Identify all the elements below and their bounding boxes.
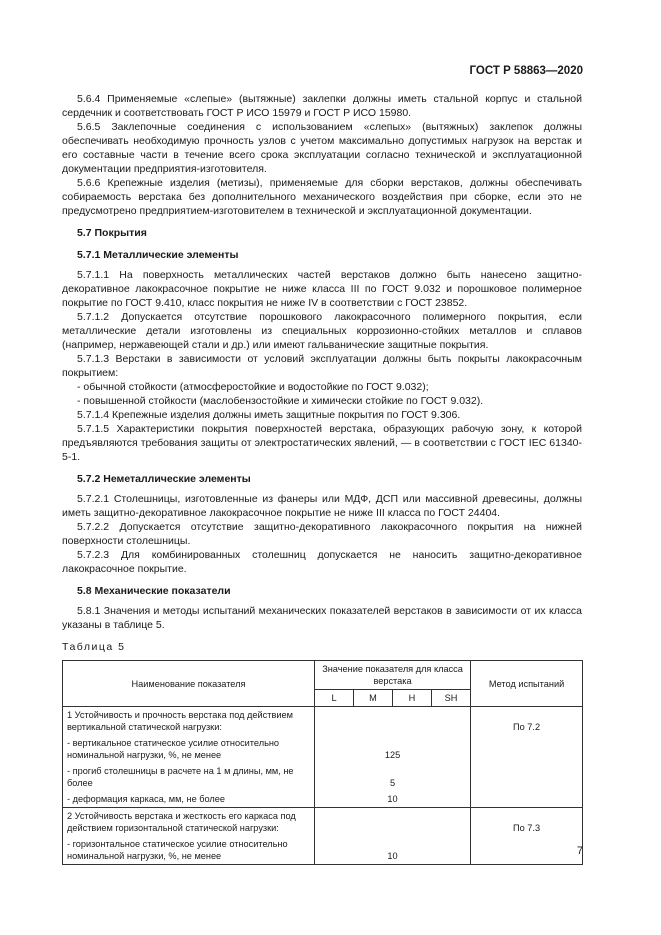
clause-5-7-1-1: 5.7.1.1 На поверхность металлических частей верстаков должно быть нанесено защитно-декоративное лакокрасочное покрытие не ниже класса III по ГОСТ 9.032 и порошковое полимерное покрытие по ГОСТ 9.410, класс покрытия не ниже IV в соответствии с ГОСТ 23852. [62,269,582,309]
row-name: 2 Устойчивость верстака и жесткость его каркаса под действием горизонтальной статической нагрузки: [63,808,315,837]
column-header-name: Наименование показателя [63,661,315,707]
row-name: - горизонтальное статическое усилие относительно номинальной нагрузки, %, не менее [63,836,315,865]
table-row [63,836,583,865]
table-row [63,763,583,791]
clause-5-6-5: 5.6.5 Заклепочные соединения с использованием «слепых» (вытяжных) заклепок должны обеспечивать необходимую прочность узлов с учетом максимально допустимых нагрузок на верстак и его составные части в течение всего срока эксплуатации согласно технической и эксплуатационной документации предприятия-изготовителя. [62,121,582,175]
row-method [471,763,583,791]
document-code: ГОСТ Р 58863—2020 [469,65,583,77]
section-heading-5-8: 5.8 Механические показатели [77,585,231,597]
row-value: 5 [315,763,471,791]
row-method: По 7.2 [471,707,583,736]
clause-5-6-4: 5.6.4 Применяемые «слепые» (вытяжные) заклепки должны иметь стальной корпус и стальной сердечник и соответствовать ГОСТ Р ИСО 15979 и ГОСТ Р ИСО 15980. [62,93,582,119]
row-name: - прогиб столешницы в расчете на 1 м длины, мм, не более [63,763,315,791]
row-value: 10 [315,791,471,808]
column-header-value: Значение показателя для класса верстака [315,661,471,690]
page-content [62,92,582,865]
table-row [63,791,583,808]
list-item: - повышенной стойкости (маслобензостойкие и химически стойкие по ГОСТ 9.032). [77,395,484,407]
row-value: 10 [315,836,471,865]
clause-5-7-1-4: 5.7.1.4 Крепежные изделия должны иметь защитные покрытия по ГОСТ 9.306. [77,409,461,421]
clause-5-8-1: 5.8.1 Значения и методы испытаний механических показателей верстаков в зависимости от их класса указаны в таблице 5. [62,605,582,631]
row-name: - вертикальное статическое усилие относительно номинальной нагрузки, %, не менее [63,735,315,763]
section-heading-5-7-2: 5.7.2 Неметаллические элементы [77,473,251,485]
clause-5-7-2-3: 5.7.2.3 Для комбинированных столешниц допускается не наносить защитно-декоративное лакокрасочное покрытие. [62,549,582,575]
page-number: 7 [576,845,583,857]
class-header: L [315,690,354,707]
list-item: - обычной стойкости (атмосферостойкие и водостойкие по ГОСТ 9.032); [77,381,429,393]
row-name: 1 Устойчивость и прочность верстака под действием вертикальной статической нагрузки: [63,707,315,736]
row-value [315,707,471,736]
row-value [315,808,471,837]
section-heading-5-7-1: 5.7.1 Металлические элементы [77,249,239,261]
table-caption: Таблица 5 [62,641,126,653]
row-name: - деформация каркаса, мм, не более [63,791,315,808]
row-method [471,735,583,763]
class-header: M [354,690,393,707]
class-header: H [393,690,432,707]
table-5 [62,660,583,865]
clause-5-6-6: 5.6.6 Крепежные изделия (метизы), применяемые для сборки верстаков, должны обеспечивать собираемость верстака без дополнительного механического воздействия при сборке, если это не предусмотрено предприятием-изготовителем в технической и эксплуатационной документации. [62,177,582,217]
table-row [63,808,583,837]
clause-5-7-2-2: 5.7.2.2 Допускается отсутствие защитно-декоративного лакокрасочного покрытия на нижней поверхности столешницы. [62,521,582,547]
row-method: По 7.3 [471,808,583,837]
clause-5-7-1-5: 5.7.1.5 Характеристики покрытия поверхностей верстака, образующих рабочую зону, к которой предъявляются требования защиты от электростатических явлений, — в соответствии с ГОСТ IEC 61340-5-1. [62,423,582,463]
section-heading-5-7: 5.7 Покрытия [77,227,147,239]
class-header: SH [432,690,471,707]
table-row [63,707,583,736]
row-method [471,791,583,808]
clause-5-7-1-3: 5.7.1.3 Верстаки в зависимости от условий эксплуатации должны быть покрыты лакокрасочным покрытием: [62,353,582,379]
clause-5-7-2-1: 5.7.2.1 Столешницы, изготовленные из фанеры или МДФ, ДСП или массивной древесины, должны иметь защитно-декоративное лакокрасочное покрытие не ниже III класса по ГОСТ 24404. [62,493,582,519]
table-row [63,735,583,763]
row-method [471,836,583,865]
clause-5-7-1-2: 5.7.1.2 Допускается отсутствие порошкового лакокрасочного полимерного покрытия, если металлические детали изготовлены из специальных коррозионно-стойких металлов и сплавов (например, нержавеющей стали и др.) или имеют гальванические защитные покрытия. [62,311,582,351]
column-header-method: Метод испытаний [471,661,583,707]
row-value: 125 [315,735,471,763]
